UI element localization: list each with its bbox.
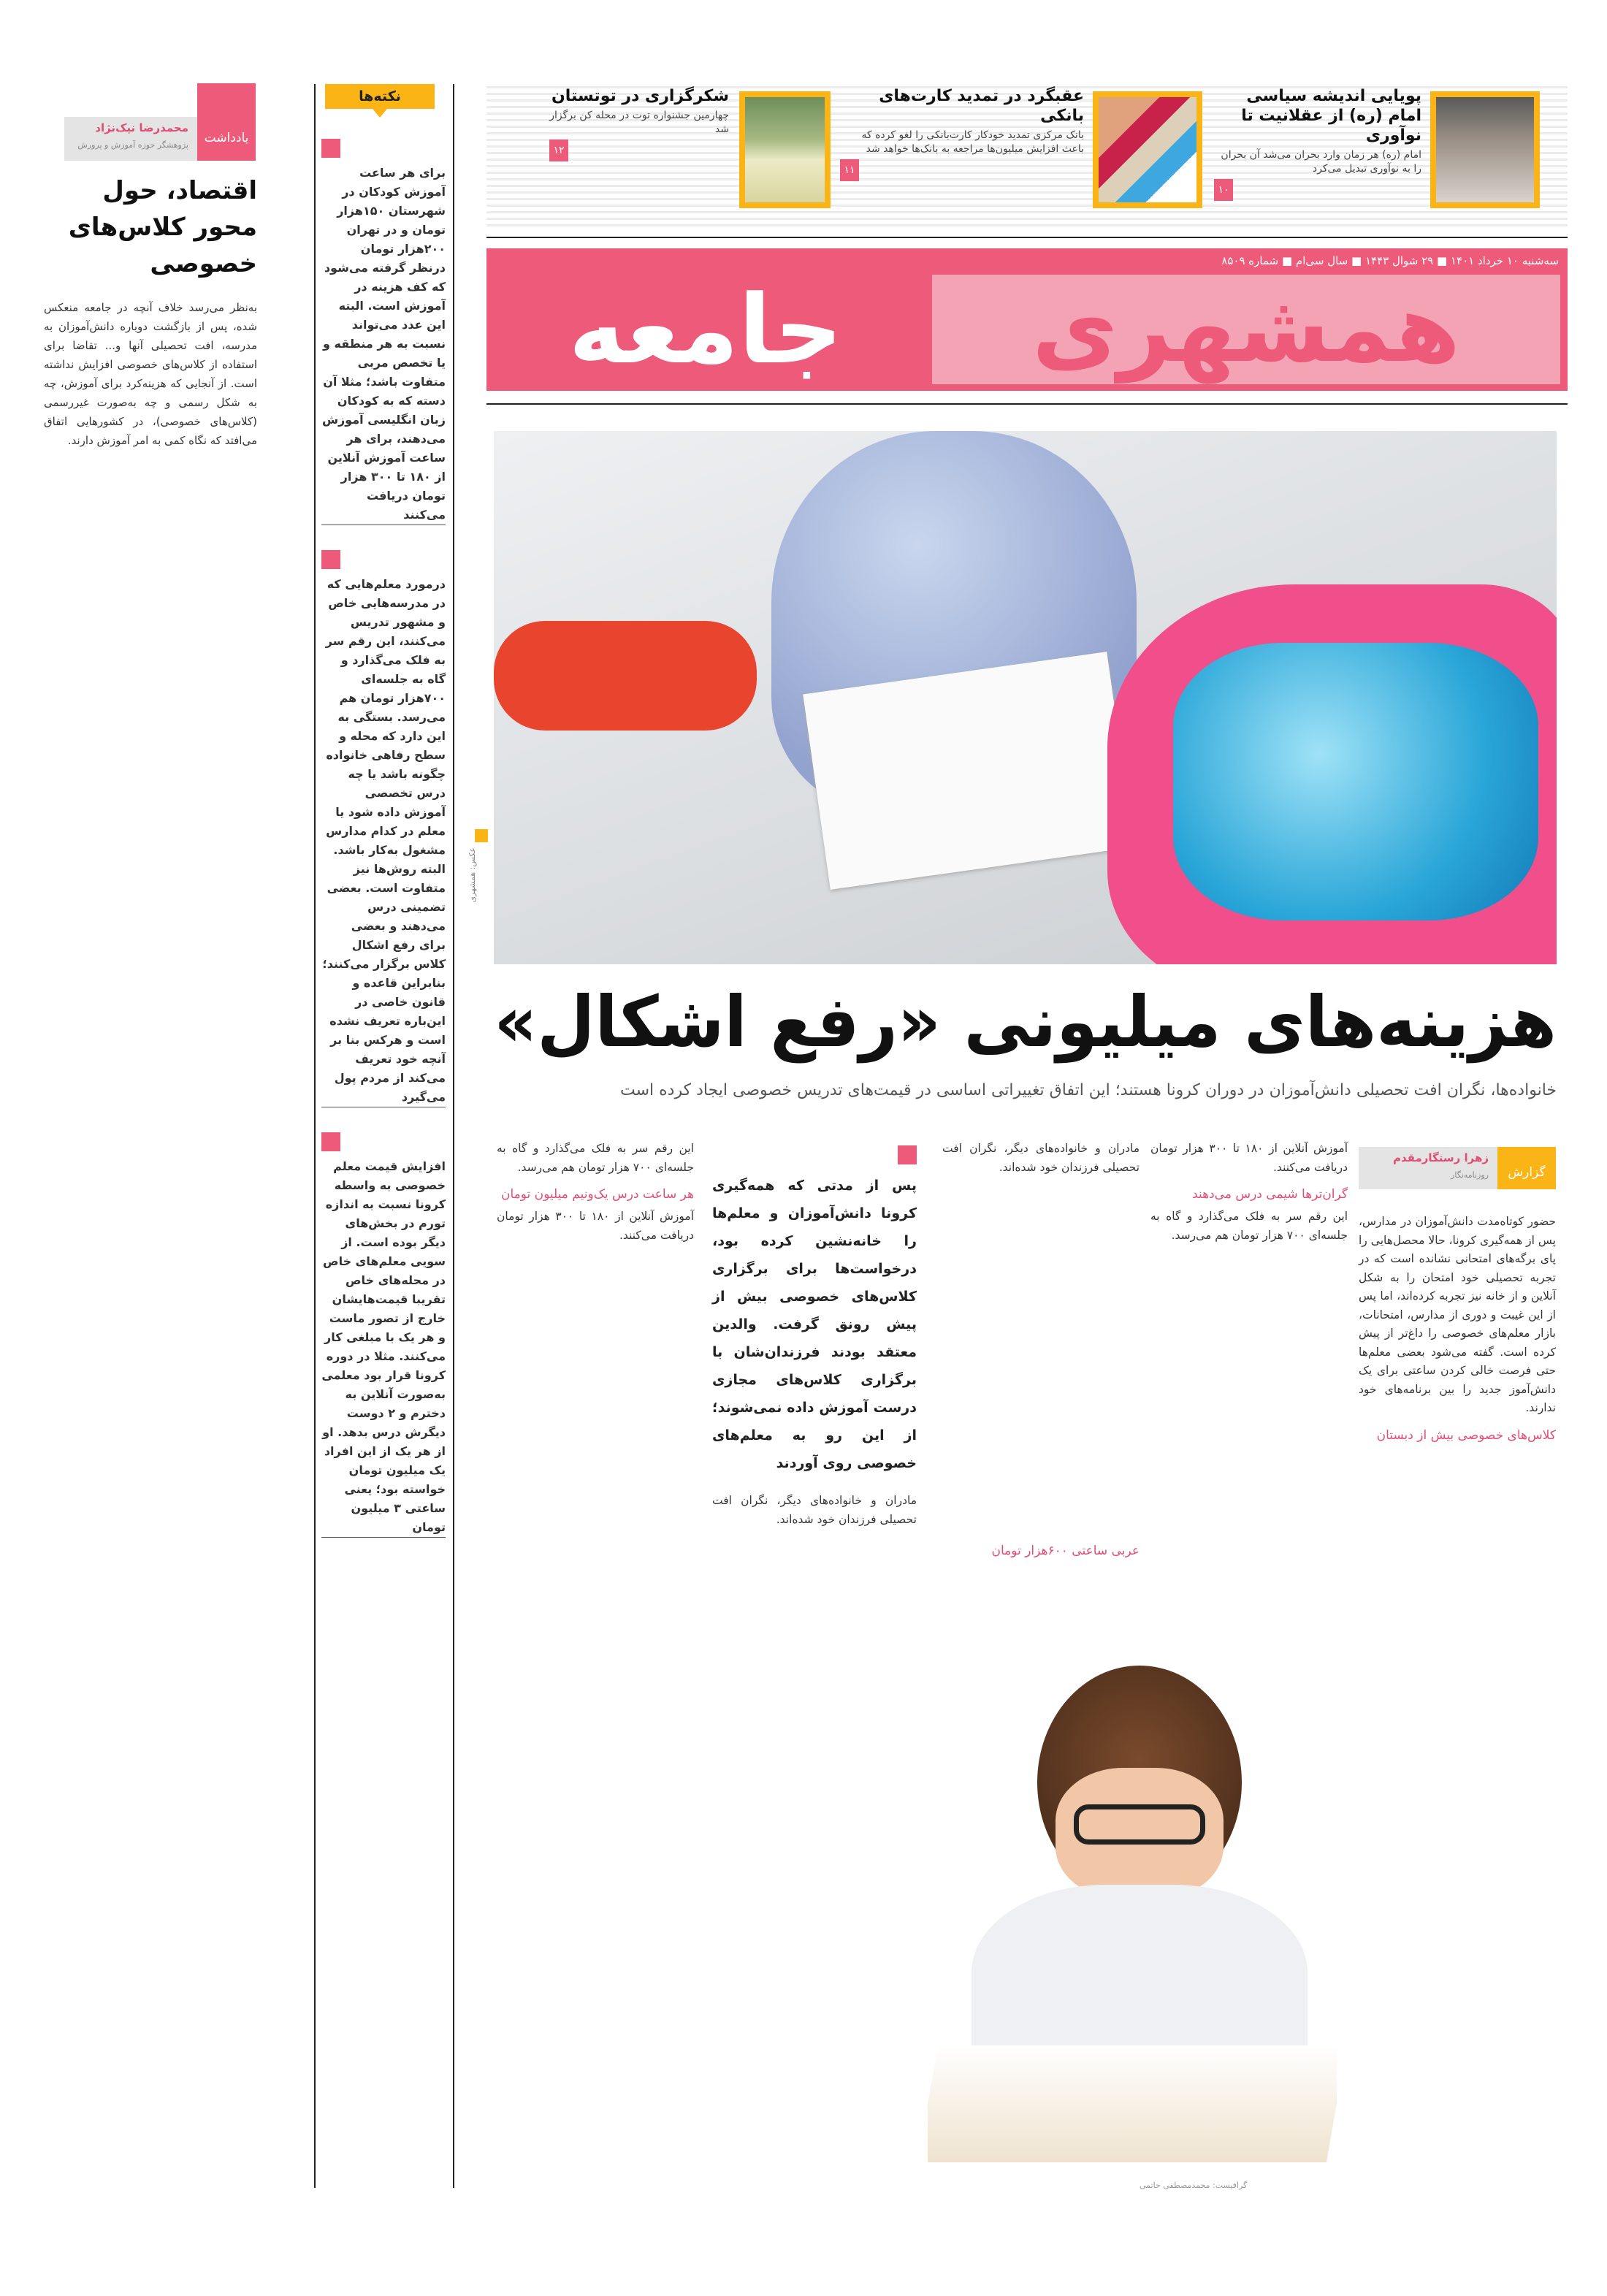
photo-credit: عکس: همشهری <box>467 847 477 903</box>
paragraph: آموزش آنلاین از ۱۸۰ تا ۳۰۰ هزار تومان دریافت می‌کنند. <box>1150 1142 1348 1174</box>
section-title: جامعه <box>568 275 843 384</box>
tip-marker <box>321 550 340 569</box>
newspaper-logo: همشهری <box>932 275 1560 384</box>
teaser-title: شکرگزاری در توتستان <box>551 87 729 105</box>
pullquote-marker <box>898 1145 917 1164</box>
article-column-3 <box>942 1140 1140 1564</box>
main-subheadline: خانواده‌ها، نگران افت تحصیلی دانش‌آموزان در دوران کرونا هستند؛ این اتفاق تغییراتی اساسی در قیمت‌های تدریس خصوصی ایجاد کرده است <box>620 1081 1557 1099</box>
subhead: عربی ساعتی ۶۰۰هزار تومان <box>991 1544 1140 1558</box>
tips-list <box>321 139 446 1563</box>
masthead <box>486 248 1568 391</box>
page-number: ۱۰ <box>1214 179 1233 201</box>
issue-date: سه‌شنبه ۱۰ خرداد ۱۴۰۱ ■ ۲۹ شوال ۱۴۴۳ ■ سال سی‌ام ■ شماره ۸۵۰۹ <box>1221 254 1559 267</box>
divider <box>486 237 1568 238</box>
teaser-photo-bank-cards <box>1093 91 1202 208</box>
page-number: ۱۱ <box>840 159 859 181</box>
paragraph: به‌نظر می‌رسد خلاف آنچه در جامعه منعکس شده، پس از بازگشت دوباره دانش‌آموزان به مدرسه، افت تحصیلی آنها و... تقاضا برای استفاده از کلاس‌های خصوصی افزایش نداشته است. از آنجایی که هزینه‌کرد برای آموزش، چه به شکل رسمی و چه به‌صورت غیررسمی (کلاس‌های خصوصی)، در کشورهایی اتفاق می‌افتد که نگاه کمی به امر آموزش دارند. <box>44 301 257 447</box>
teaser-title: عقبگرد در تمدید کارت‌های بانکی <box>879 87 1084 125</box>
photo-credit-marker <box>475 829 488 842</box>
tip-item: افزایش قیمت معلم خصوصی به واسطه کرونا نسبت به اندازه تورم در بخش‌های دیگر بوده است. از سویی معلم‌های خاص در محله‌های خاص تقریبا قیمت‌هایشان خارج از تصور ماست و هر یک با مبلغی کار می‌کنند. مثلا در دوره کرونا قرار بود معلمی به‌صورت آنلاین به دخترم و ۲ دوست دیگرش درس بدهد. او از هر یک از این افراد یک میلیون تومان خواسته بود؛ یعنی ساعتی ۳ میلیون تومان <box>321 1157 446 1538</box>
main-headline: هزینه‌های میلیونی «رفع اشکال» <box>494 981 1557 1063</box>
article-column-1 <box>1359 1213 1556 1449</box>
divider <box>453 84 454 2188</box>
paragraph: مادران و خانواده‌های دیگر، نگران افت تحصیلی فرزندان خود شده‌اند. <box>942 1142 1140 1174</box>
author-role: پژوهشگر حوزه آموزش و پرورش <box>77 140 188 150</box>
subhead: گران‌ترها شیمی درس می‌دهند <box>1192 1187 1348 1202</box>
paragraph: این رقم سر به فلک می‌گذارد و گاه به جلسه‌ای ۷۰۰ هزار تومان هم می‌رسد. <box>497 1142 694 1174</box>
tip-item: درمورد معلم‌هایی که در مدرسه‌هایی خاص و مشهور تدریس می‌کنند، این رقم سر به فلک می‌گذارد و گاه به جلسه‌ای ۷۰۰هزار تومان هم می‌رسد. بستگی به این دارد که محله و سطح رفاهی خانواده چگونه باشد یا چه درس تخصصی آموزش داده شود یا معلم در کدام مدارس مشغول به‌کار باشد. البته روش‌ها نیز متفاوت است. بعضی تضمینی درس می‌دهند و بعضی برای رفع اشکال کلاس برگزار می‌کنند؛ بنابراین قاعده و قانون خاصی در این‌باره تعریف نشده است و هرکس بنا بر آنچه خود تعریف می‌کند از مردم پول می‌گیرد <box>321 575 446 1107</box>
teaser-text: امام (ره) هر زمان وارد بحران می‌شد آن بحران را به نوآوری تبدیل می‌کرد <box>1221 149 1421 175</box>
teaser-photo-portrait <box>1430 91 1540 208</box>
author-role: روزنامه‌نگار <box>1451 1170 1489 1180</box>
divider <box>314 84 316 2188</box>
report-byline <box>1359 1147 1556 1189</box>
opinion-byline <box>64 117 256 161</box>
tips-title-pointer <box>373 109 387 118</box>
opinion-tag: یادداشت <box>197 83 256 161</box>
photo-stressed-student <box>928 1636 1337 2162</box>
opinion-article <box>44 172 257 450</box>
paragraph: این رقم سر به فلک می‌گذارد و گاه به جلسه‌ای ۷۰۰ هزار تومان هم می‌رسد. <box>1150 1210 1348 1242</box>
tip-marker <box>321 1132 340 1151</box>
article-column-5 <box>497 1140 694 1251</box>
graphic-credit: گرافیست: محمدمصطفی حاتمی <box>1140 2181 1248 2190</box>
subhead: کلاس‌های خصوصی بیش از دبستان <box>1376 1427 1556 1443</box>
author-name: محمدرضا نیک‌نژاد <box>95 121 188 134</box>
teaser-photo-mulberries <box>739 91 831 208</box>
report-tag: گزارش <box>1497 1147 1556 1189</box>
teaser-title: پویایی اندیشه سیاسی امام (ره) از عقلانیت تا نوآوری <box>1241 87 1421 145</box>
article-column-4 <box>712 1145 917 1535</box>
teaser-text-block <box>549 86 729 161</box>
teaser-text-block <box>840 86 1084 181</box>
teaser-text-block <box>1214 86 1421 201</box>
teaser-text: چهارمین جشنواره توت در محله کن برگزار شد <box>549 110 729 135</box>
pullquote: پس از مدتی که همه‌گیری کرونا دانش‌آموزان و معلم‌ها را خانه‌نشین کرده بود، درخواست‌ها برای برگزاری کلاس‌های خصوصی بیش از پیش رونق گرفت. والدین معتقد بودند فرزندان‌شان با برگزاری کلاس‌های مجازی درست آموزش داده نمی‌شوند؛ از این رو به معلم‌های خصوصی روی آوردند <box>712 1178 917 1471</box>
divider <box>486 403 1568 405</box>
subhead: هر ساعت درس یک‌ونیم میلیون تومان <box>500 1187 694 1202</box>
page-number: ۱۲ <box>549 140 568 161</box>
opinion-title: اقتصاد، حول محور کلاس‌های خصوصی <box>68 176 257 278</box>
tip-item: برای هر ساعت آموزش کودکان در شهرستان ۱۵۰هزار تومان و در تهران ۲۰۰هزار تومان درنظر گرفته می‌شود که کف هزینه در آموزش است. البته این عدد می‌تواند نسبت به هر منطقه و یا تخصص مربی متفاوت باشد؛ مثلا آن دسته که به کودکان زبان انگلیسی آموزش می‌دهند، برای هر ساعت آموزش آنلاین از ۱۸۰ تا ۳۰۰ هزار تومان دریافت می‌کنند <box>321 164 446 525</box>
author-name: زهرا رستگارمقدم <box>1393 1151 1489 1164</box>
paragraph: آموزش آنلاین از ۱۸۰ تا ۳۰۰ هزار تومان دریافت می‌کنند. <box>497 1210 695 1242</box>
main-photo-student-writing <box>494 431 1557 964</box>
teaser-text: بانک مرکزی تمدید خودکار کارت‌بانکی را لغو کرده که باعث افزایش میلیون‌ها مراجعه به بانک‌ها خواهد شد <box>861 129 1084 155</box>
tip-marker <box>321 139 340 158</box>
paragraph: مادران و خانواده‌های دیگر، نگران افت تحصیلی فرزندان خود شده‌اند. <box>712 1494 917 1526</box>
paragraph: حضور کوتاه‌مدت دانش‌آموزان در مدارس، پس از همه‌گیری کرونا، حالا محصل‌هایی را پای برگه‌های امتحانی نشانده است که در تجربه تحصیلی خود امتحان را به شکل آنلاین و از خانه نیز تجربه کرده‌اند، اما پس از این غیبت و دوری از مدارس، امتحانات، بازار معلم‌های خصوصی را داغ‌تر از پیش کرده است. گفته می‌شود بعضی معلم‌ها حتی فرصت خالی کردن ساعتی برای یک دانش‌آموز جدید را بین برنامه‌های خود ندارند. <box>1359 1215 1556 1414</box>
article-column-2 <box>1150 1140 1348 1251</box>
tips-title: نکته‌ها <box>325 84 435 109</box>
